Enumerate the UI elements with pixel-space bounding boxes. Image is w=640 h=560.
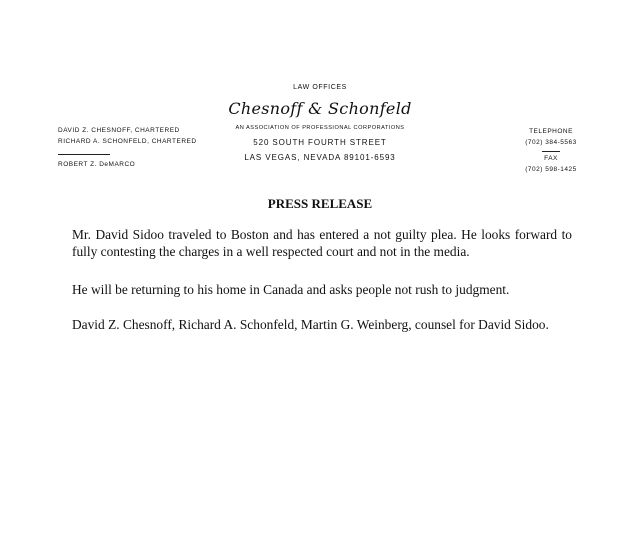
telephone-number: (702) 384-5563 [525,139,577,146]
partner-name: DAVID Z. CHESNOFF, CHARTERED [58,127,180,134]
firm-subtitle: AN ASSOCIATION OF PROFESSIONAL CORPORATIONS [235,125,405,131]
release-paragraph: Mr. David Sidoo traveled to Boston and has entered a not guilty plea. He looks forward to fully contesting the charges in a well respected court and not in the media. [72,227,572,259]
letterhead-title: LAW OFFICES [293,84,347,91]
release-paragraph: He will be returning to his home in Canada and asks people not rush to judgment. [72,282,510,297]
letterhead [0,0,640,190]
partner-name: RICHARD A. SCHONFELD, CHARTERED [58,138,197,145]
contact-info [516,126,586,175]
fax-number: (702) 598-1425 [525,166,577,173]
fax-label: FAX [544,155,558,162]
partner-names [58,125,197,170]
firm-address-city: LAS VEGAS, NEVADA 89101-6593 [244,153,396,162]
press-release-heading: PRESS RELEASE [267,196,373,211]
divider [58,154,110,155]
telephone-label: TELEPHONE [529,128,573,135]
firm-name: Chesnoff & Schonfeld [228,99,412,118]
associate-name: ROBERT Z. DeMARCO [58,161,136,168]
release-paragraph: David Z. Chesnoff, Richard A. Schonfeld, Martin G. Weinberg, counsel for David Sidoo. [72,317,549,332]
divider [542,151,560,152]
firm-address-street: 520 SOUTH FOURTH STREET [253,138,387,147]
